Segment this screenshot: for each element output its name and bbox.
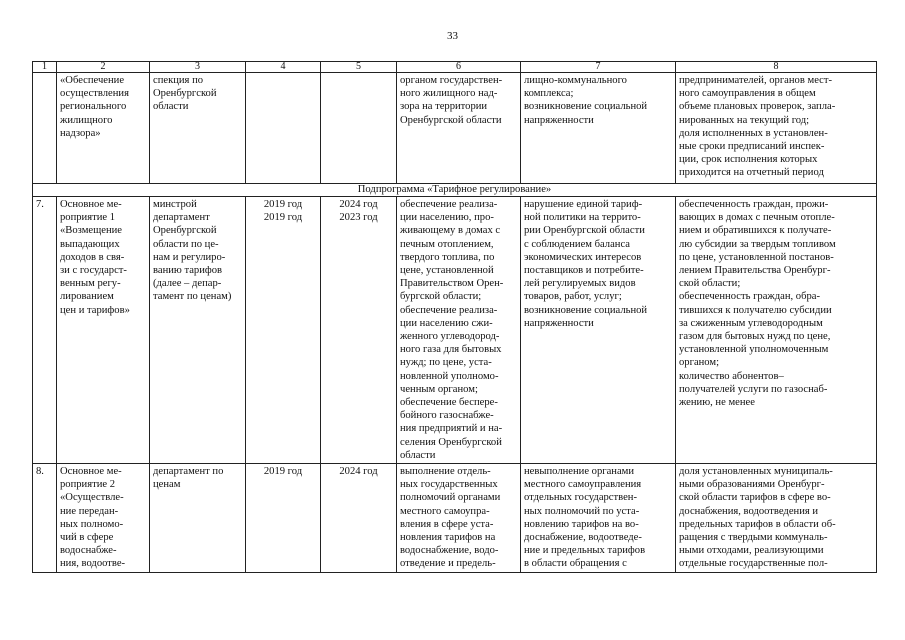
row-number-cell: 7. <box>33 197 57 464</box>
end-year-cell <box>321 73 397 184</box>
expected-result-cell: выполнение отдель- ных государственных полномочий органами местного самоупра- вления в сфере уста- новления тарифов на водоснабжение, водо- отведение и предель- <box>397 464 521 573</box>
executor-cell: департамент по ценам <box>150 464 246 573</box>
executor-cell: минстрой департамент Оренбургской области по це- нам и регулиро- ванию тарифов (далее – депар- тамент по ценам) <box>150 197 246 464</box>
header-cell: 3 <box>150 62 246 73</box>
start-year-cell: 2019 год 2019 год <box>246 197 321 464</box>
start-year-cell <box>246 73 321 184</box>
page-number: 33 <box>447 30 458 42</box>
subprogram-title: Подпрограмма «Тарифное регулирование» <box>33 184 877 197</box>
measures-table <box>32 61 877 573</box>
expected-result-cell: обеспечение реализа- ции населению, про- живающему в домах с печным отоплением, твердого топлива, по цене, установленной Правительством Орен- бургской области; обеспечение реализа- ции населению сжи- женного углеводород- ного газа для бытовых нужд; по цене, уста- новленной уполномо- ченным органом; обеспечение беспере- бойного газоснабже- ния предприятий и на- селения Оренбургской области <box>397 197 521 464</box>
executor-cell: спекция по Оренбургской области <box>150 73 246 184</box>
header-cell: 1 <box>33 62 57 73</box>
subprogram-row <box>33 184 877 197</box>
end-year-cell: 2024 год <box>321 464 397 573</box>
header-cell: 4 <box>246 62 321 73</box>
header-cell: 5 <box>321 62 397 73</box>
table-row <box>33 464 877 573</box>
measure-name-cell: Основное ме- роприятие 1 «Возмещение выпадающих доходов в свя- зи с государст- венным регу- лированием цен и тарифов» <box>57 197 150 464</box>
expected-result-cell: органом государствен- ного жилищного над- зора на территории Оренбургской области <box>397 73 521 184</box>
start-year-cell: 2019 год <box>246 464 321 573</box>
header-cell: 7 <box>521 62 676 73</box>
table-row <box>33 197 877 464</box>
consequences-cell: лищно-коммунального комплекса; возникновение социальной напряженности <box>521 73 676 184</box>
header-cell: 2 <box>57 62 150 73</box>
indicator-cell: обеспеченность граждан, прожи- вающих в домах с печным отопле- нием и обратившихся к получате- лю субсидии за твердым топливом по цене, установленной постанов- лением Правительства Оренбург- ской области; обеспеченность граждан, обра- тившихся к получателю субсидии за сжиженным углеводородным газом для бытовых нужд по цене, установленной уполномоченным органом; количество абонентов– получателей услуги по газоснаб- жению, не менее <box>676 197 877 464</box>
indicator-cell: предпринимателей, органов мест- ного самоуправления в общем объеме плановых проверок, запла- нированных на текущий год; доля исполненных в установлен- ные сроки предписаний инспек- ции, срок исполнения которых приходится на отчетный период <box>676 73 877 184</box>
header-row <box>33 62 877 73</box>
consequences-cell: нарушение единой тариф- ной политики на террито- рии Оренбургской области с соблюдением баланса экономических интересов поставщиков и потребите- лей регулируемых видов товаров, работ, услуг; возникновение социальной напряженности <box>521 197 676 464</box>
table-row <box>33 73 877 184</box>
end-year-cell: 2024 год 2023 год <box>321 197 397 464</box>
measure-name-cell: Основное ме- роприятие 2 «Осуществле- ние передан- ных полномо- чий в сфере водоснабже- ния, водоотве- <box>57 464 150 573</box>
header-cell: 8 <box>676 62 877 73</box>
row-number-cell <box>33 73 57 184</box>
row-number-cell: 8. <box>33 464 57 573</box>
consequences-cell: невыполнение органами местного самоуправления отдельных государствен- ных полномочий по уста- новлению тарифов на во- доснабжение, водоотведе- ние и предельных тарифов в области обращения с <box>521 464 676 573</box>
indicator-cell: доля установленных муниципаль- ными образованиями Оренбург- ской области тарифов в сфере во- доснабжения, водоотведения и предельных тарифов в области об- ращения с твердыми коммуналь- ными отходами, реализующими отдельные государственные пол- <box>676 464 877 573</box>
measure-name-cell: «Обеспечение осуществления регионального жилищного надзора» <box>57 73 150 184</box>
header-cell: 6 <box>397 62 521 73</box>
